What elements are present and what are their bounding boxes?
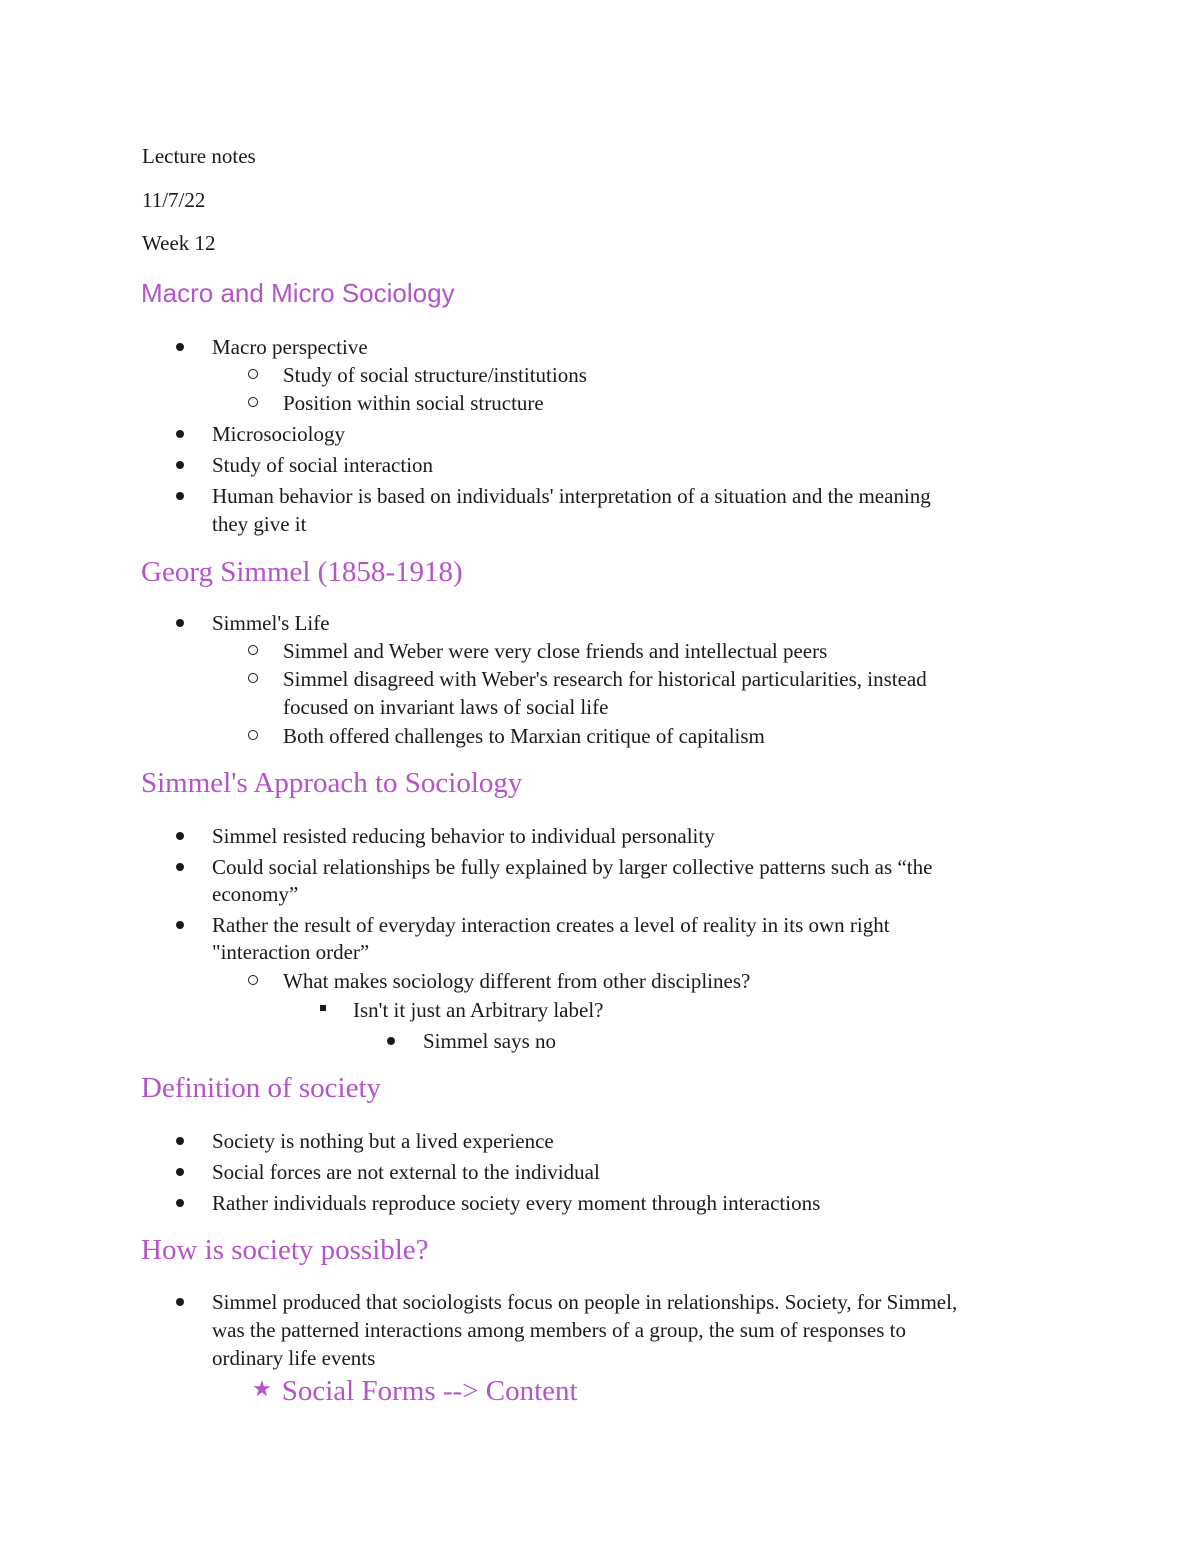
section-heading-definition: Definition of society xyxy=(141,1072,382,1104)
list-item: Simmel produced that sociologists focus on people in relationships. Society, for Simmel, xyxy=(212,1288,957,1316)
list-item: Isn't it just an Arbitrary label? xyxy=(353,996,603,1024)
bullet-icon xyxy=(170,1288,190,1316)
bullet-icon xyxy=(170,609,190,637)
circle-bullet-icon xyxy=(243,389,263,417)
bullet-icon xyxy=(170,482,190,510)
list-item-continuation: they give it xyxy=(212,512,307,536)
list-item: Simmel and Weber were very close friends and intellectual peers xyxy=(283,637,827,665)
doc-week: Week 12 xyxy=(142,231,216,255)
list-item: Microsociology xyxy=(212,420,345,448)
list-item: Rather individuals reproduce society every moment through interactions xyxy=(212,1189,820,1217)
list-item: Simmel disagreed with Weber's research for historical particularities, instead xyxy=(283,665,927,693)
list-item-continuation: economy” xyxy=(212,882,299,906)
bullet-icon xyxy=(170,451,190,479)
section-heading-simmel: Georg Simmel (1858-1918) xyxy=(141,556,463,588)
bullet-icon xyxy=(170,1189,190,1217)
list-item-continuation: "interaction order” xyxy=(212,940,370,964)
list-item: Both offered challenges to Marxian critique of capitalism xyxy=(283,722,765,750)
list-item: Society is nothing but a lived experience xyxy=(212,1127,554,1155)
circle-bullet-icon xyxy=(243,637,263,665)
section-heading-approach: Simmel's Approach to Sociology xyxy=(141,767,523,799)
bullet-icon xyxy=(170,1158,190,1186)
circle-bullet-icon xyxy=(243,722,263,750)
section-heading-how-possible: How is society possible? xyxy=(141,1234,429,1266)
square-bullet-icon xyxy=(313,997,333,1025)
list-item: Rather the result of everyday interaction creates a level of reality in its own right xyxy=(212,911,890,939)
doc-date: 11/7/22 xyxy=(142,188,206,212)
list-item: Study of social interaction xyxy=(212,451,433,479)
section-heading-macro-micro: Macro and Micro Sociology xyxy=(141,278,455,308)
list-item: Simmel says no xyxy=(423,1027,556,1055)
list-item: Social forces are not external to the individual xyxy=(212,1158,600,1186)
list-item: What makes sociology different from other disciplines? xyxy=(283,967,750,995)
bullet-icon xyxy=(170,420,190,448)
star-icon: ★ xyxy=(252,1376,272,1401)
bullet-icon xyxy=(170,911,190,939)
circle-bullet-icon xyxy=(243,665,263,693)
list-item: Human behavior is based on individuals' interpretation of a situation and the meaning xyxy=(212,482,931,510)
list-item: Could social relationships be fully explained by larger collective patterns such as “the xyxy=(212,853,932,881)
circle-bullet-icon xyxy=(243,967,263,995)
bullet-icon xyxy=(170,853,190,881)
circle-bullet-icon xyxy=(243,361,263,389)
list-item-continuation: ordinary life events xyxy=(212,1346,376,1370)
list-item: Macro perspective xyxy=(212,333,368,361)
bullet-icon xyxy=(170,822,190,850)
list-item: Position within social structure xyxy=(283,389,544,417)
list-item-continuation: focused on invariant laws of social life xyxy=(283,695,609,719)
bullet-icon xyxy=(170,333,190,361)
doc-title: Lecture notes xyxy=(142,144,256,168)
list-item-continuation: was the patterned interactions among members of a group, the sum of responses to xyxy=(212,1318,906,1342)
bullet-icon xyxy=(170,1127,190,1155)
bullet-icon xyxy=(381,1027,401,1055)
highlight-line: ★ Social Forms --> Content xyxy=(252,1375,578,1407)
list-item: Simmel's Life xyxy=(212,609,330,637)
list-item: Study of social structure/institutions xyxy=(283,361,587,389)
list-item: Simmel resisted reducing behavior to individual personality xyxy=(212,822,715,850)
